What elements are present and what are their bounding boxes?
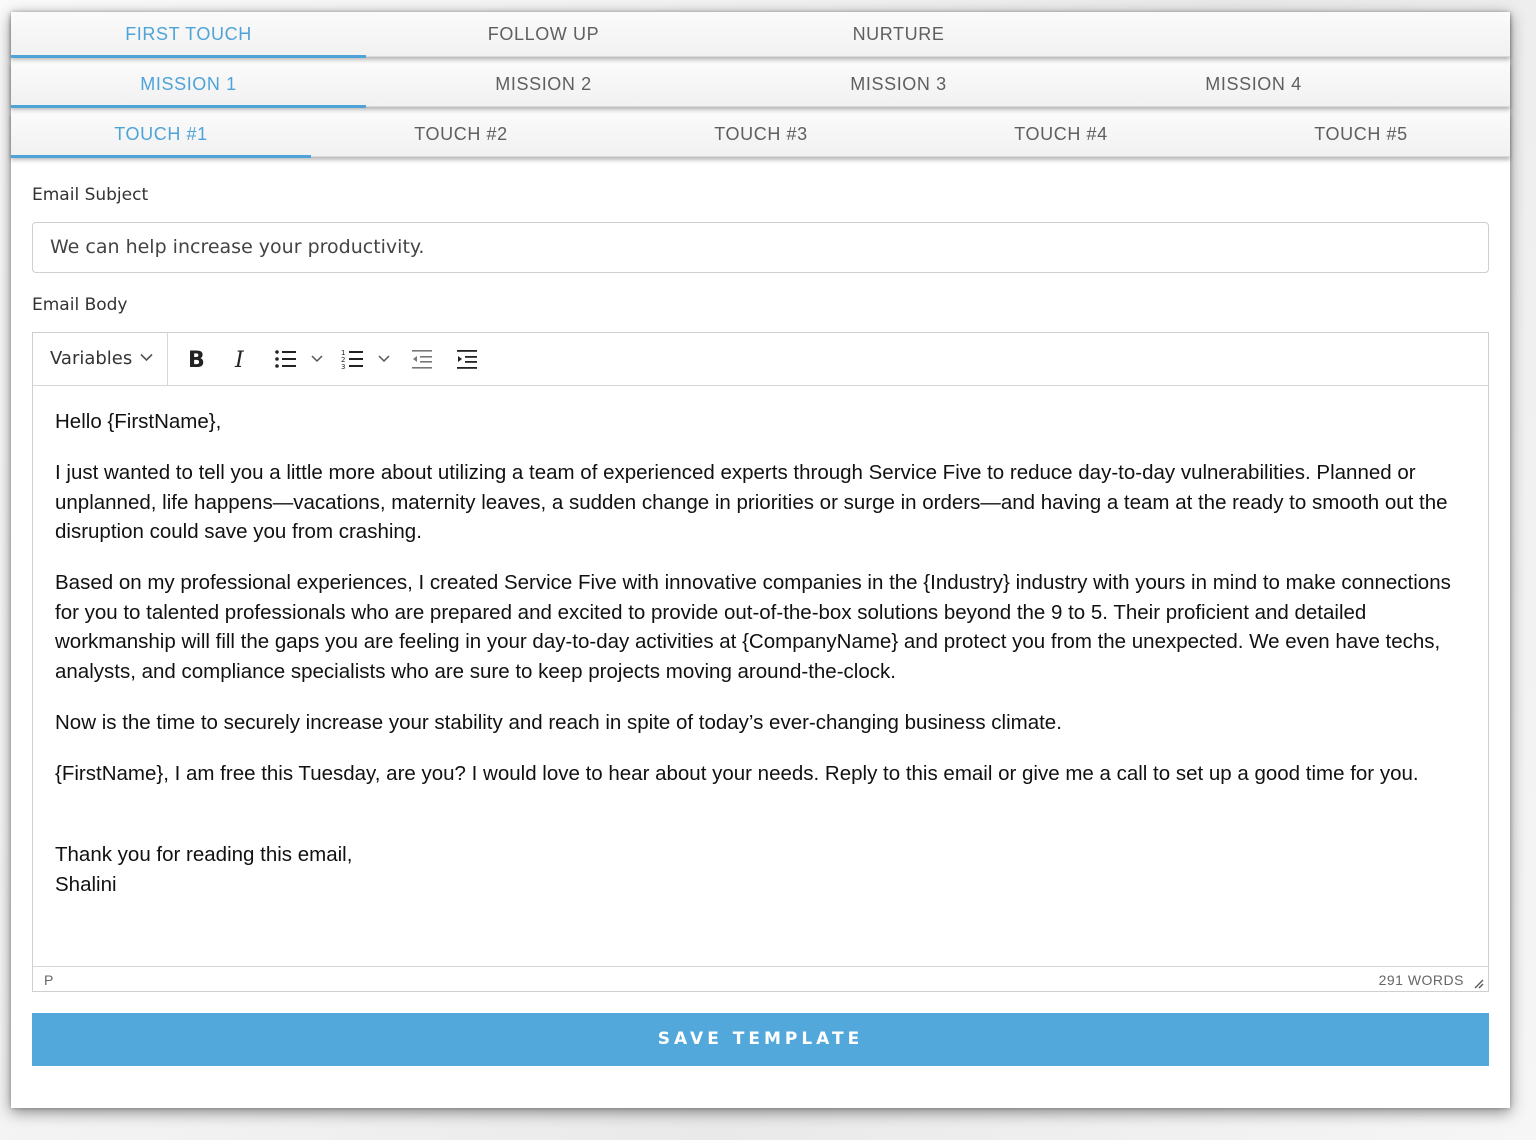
tab-nurture[interactable]: NURTURE bbox=[852, 24, 945, 44]
editor-toolbar bbox=[33, 333, 1488, 386]
email-subject-input[interactable]: We can help increase your productivity. bbox=[32, 222, 1489, 273]
save-template-button[interactable]: SAVE TEMPLATE bbox=[32, 1013, 1489, 1066]
svg-text:1: 1 bbox=[341, 348, 346, 357]
numbered-list-icon bbox=[341, 348, 393, 370]
chevron-down-icon bbox=[140, 333, 153, 385]
tab-mission-1[interactable]: MISSION 1 bbox=[11, 62, 366, 107]
italic-button[interactable] bbox=[227, 333, 255, 385]
tab-first-touch[interactable]: FIRST TOUCH bbox=[11, 12, 366, 57]
tab-follow-up[interactable]: FOLLOW UP bbox=[487, 24, 600, 44]
variables-dropdown-label: Variables bbox=[50, 348, 133, 369]
outdent-icon bbox=[410, 350, 434, 367]
editor-statusbar bbox=[33, 966, 1488, 991]
svg-text:3: 3 bbox=[341, 362, 346, 370]
email-signature: Shalini bbox=[55, 872, 117, 896]
svg-text:I: I bbox=[235, 347, 244, 370]
bullet-list-button[interactable] bbox=[273, 333, 327, 385]
italic-icon bbox=[232, 347, 250, 370]
tab-touch-5[interactable]: TOUCH #5 bbox=[1314, 124, 1408, 144]
tab-touch-2[interactable]: TOUCH #2 bbox=[414, 124, 508, 144]
email-paragraph: I just wanted to tell you a little more about utilizing a team of experienced experts through Service Five to reduce day-to-day vulnerabilities. Planned or unplanned, life happens—vacations, maternity leaves, a sudden change in priorities or surge in orders—and having a team at the ready to smooth out the disruption could save you from crashing. bbox=[55, 461, 1448, 543]
indent-button[interactable] bbox=[452, 333, 482, 385]
indent-icon bbox=[455, 350, 479, 367]
template-editor-card bbox=[11, 12, 1510, 1108]
tabs-mission bbox=[11, 62, 1510, 107]
tab-touch-4[interactable]: TOUCH #4 bbox=[1014, 124, 1108, 144]
word-count: 291 WORDS bbox=[1378, 972, 1464, 988]
email-paragraph: Now is the time to securely increase your stability and reach in spite of today’s ever-changing business climate. bbox=[55, 710, 1062, 734]
email-paragraph: Based on my professional experiences, I created Service Five with innovative companies in the {Industry} industry with yours in mind to make connections for you to talented professionals who are prepared and excited to provide out-of-the-box solutions beyond the 9 to 5. Their proficient and detailed workmanship will fill the gaps you are feeling in your day-to-day activities at {CompanyName} and protect you from the unexpected. We even have techs, analysts, and compliance specialists who are sure to keep projects moving around-the-clock. bbox=[55, 571, 1451, 683]
tabs-stage bbox=[11, 12, 1510, 57]
email-body-label: Email Body bbox=[32, 295, 128, 315]
element-path[interactable]: P bbox=[44, 972, 54, 988]
tab-touch-3[interactable]: TOUCH #3 bbox=[714, 124, 808, 144]
outdent-button[interactable] bbox=[407, 333, 437, 385]
email-paragraph: {FirstName}, I am free this Tuesday, are you? I would love to hear about your needs. Reply to this email or give me a call to set up a good time for you. bbox=[55, 761, 1419, 785]
tab-touch-1[interactable]: TOUCH #1 bbox=[11, 112, 311, 157]
email-body-content[interactable] bbox=[55, 407, 1465, 899]
tabs-touch bbox=[11, 112, 1510, 157]
resize-handle-icon[interactable] bbox=[1472, 976, 1484, 988]
bold-button[interactable] bbox=[181, 333, 211, 385]
tab-mission-4[interactable]: MISSION 4 bbox=[1205, 74, 1302, 94]
variables-dropdown[interactable] bbox=[33, 333, 168, 385]
email-subject-label: Email Subject bbox=[32, 185, 149, 205]
svg-text:2: 2 bbox=[341, 355, 346, 364]
numbered-list-button[interactable] bbox=[340, 333, 394, 385]
email-greeting: Hello {FirstName}, bbox=[55, 410, 222, 433]
tab-mission-2[interactable]: MISSION 2 bbox=[495, 74, 592, 94]
bullet-list-icon bbox=[274, 350, 326, 367]
email-closing: Thank you for reading this email, bbox=[55, 843, 353, 866]
svg-text:B: B bbox=[188, 347, 205, 370]
tab-mission-3[interactable]: MISSION 3 bbox=[850, 74, 947, 94]
rich-text-editor[interactable] bbox=[32, 332, 1489, 992]
bold-icon bbox=[186, 347, 206, 370]
